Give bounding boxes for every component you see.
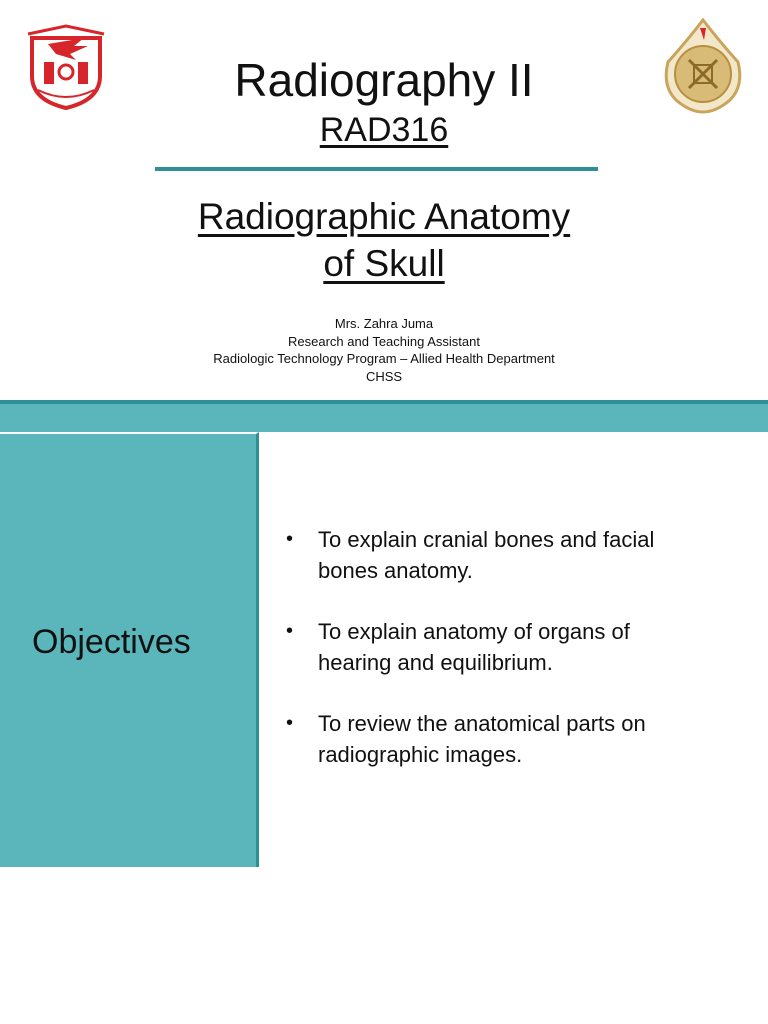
subtitle-line-2: of Skull: [323, 243, 445, 284]
objectives-list: [286, 524, 726, 800]
presentation-subtitle: [0, 193, 768, 287]
list-item-line-2: hearing and equilibrium.: [318, 650, 553, 675]
list-item-line-2: radiographic images.: [318, 742, 523, 767]
bullet-icon: •: [286, 620, 294, 642]
list-item-line-1: To review the anatomical parts on: [318, 711, 646, 736]
title-divider: [155, 167, 598, 171]
list-item-line-2: bones anatomy.: [318, 558, 473, 583]
objectives-panel: [0, 432, 259, 867]
bullet-icon: •: [286, 528, 294, 550]
author-program: Radiologic Technology Program – Allied Health Department: [213, 351, 555, 366]
bullet-icon: •: [286, 712, 294, 734]
title-slide: [0, 0, 768, 400]
list-item: [286, 524, 726, 586]
course-code: RAD316: [319, 111, 449, 149]
subtitle-line-1: Radiographic Anatomy: [197, 196, 571, 237]
list-item-line-1: To explain cranial bones and facial: [318, 527, 655, 552]
author-college: CHSS: [365, 368, 403, 384]
presentation-title: Radiography II: [234, 54, 534, 106]
objectives-slide: [0, 432, 768, 1024]
author-role: Research and Teaching Assistant: [288, 333, 480, 349]
author-info: [0, 315, 768, 385]
slide-separator-band: [0, 404, 768, 432]
list-item: [286, 708, 726, 770]
list-item-line-1: To explain anatomy of organs of: [318, 619, 630, 644]
objectives-heading: Objectives: [32, 623, 191, 661]
list-item: [286, 616, 726, 678]
author-name: Mrs. Zahra Juma: [334, 316, 434, 331]
